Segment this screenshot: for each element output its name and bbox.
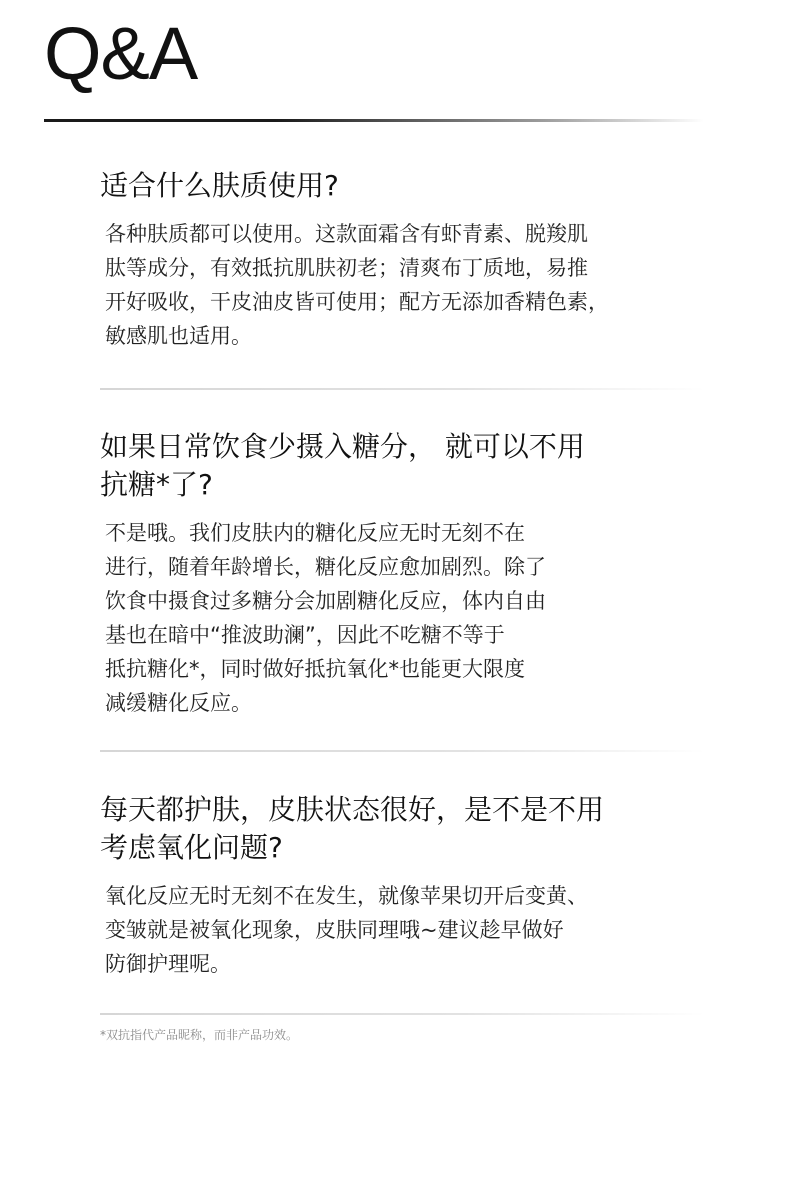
answer-line: 敏感肌也适用。 [105,324,252,348]
title-underline [44,119,704,122]
section-divider [100,750,705,752]
answer-line: 基也在暗中“推波助澜”，因此不吃糖不等于 [105,623,505,647]
section-divider [100,1013,705,1015]
qa-item-3 [100,791,660,981]
question-line: 如果日常饮食少摄入糖分， 就可以不用 [100,430,585,463]
answer-line: 进行，随着年龄增长，糖化反应愈加剧烈。除了 [105,555,546,579]
section-divider [100,388,705,390]
question-line: 每天都护肤，皮肤状态很好，是不是不用 [100,793,605,826]
answer-line: 防御护理呢。 [105,952,231,976]
answer-3 [105,879,660,981]
answer-line: 变皱就是被氧化现象，皮肤同理哦~建议趁早做好 [105,918,564,942]
footnote: *双抗指代产品昵称，而非产品功效。 [100,1028,299,1042]
answer-line: 抵抗糖化*，同时做好抵抗氧化*也能更大限度 [105,657,525,681]
question-3 [100,791,660,867]
answer-line: 减缓糖化反应。 [105,691,252,715]
qa-item-1 [100,167,660,353]
answer-line: 饮食中摄食过多糖分会加剧糖化反应，体内自由 [105,589,546,613]
answer-line: 不是哦。我们皮肤内的糖化反应无时无刻不在 [105,521,525,545]
answer-line: 开好吸收，干皮油皮皆可使用；配方无添加香精色素， [105,290,609,314]
question-1 [100,167,660,205]
answer-line: 氧化反应无时无刻不在发生，就像苹果切开后变黄、 [105,884,588,908]
answer-2 [105,516,660,720]
question-line: 适合什么肤质使用? [100,169,339,202]
question-line: 抗糖*了? [100,468,213,501]
question-2 [100,428,660,504]
question-line: 考虑氧化问题? [100,831,283,864]
answer-1 [105,217,660,353]
page-title: Q&A [44,12,198,95]
qa-item-2 [100,428,660,720]
answer-line: 肽等成分，有效抵抗肌肤初老；清爽布丁质地，易推 [105,256,588,280]
answer-line: 各种肤质都可以使用。这款面霜含有虾青素、脱羧肌 [105,222,588,246]
